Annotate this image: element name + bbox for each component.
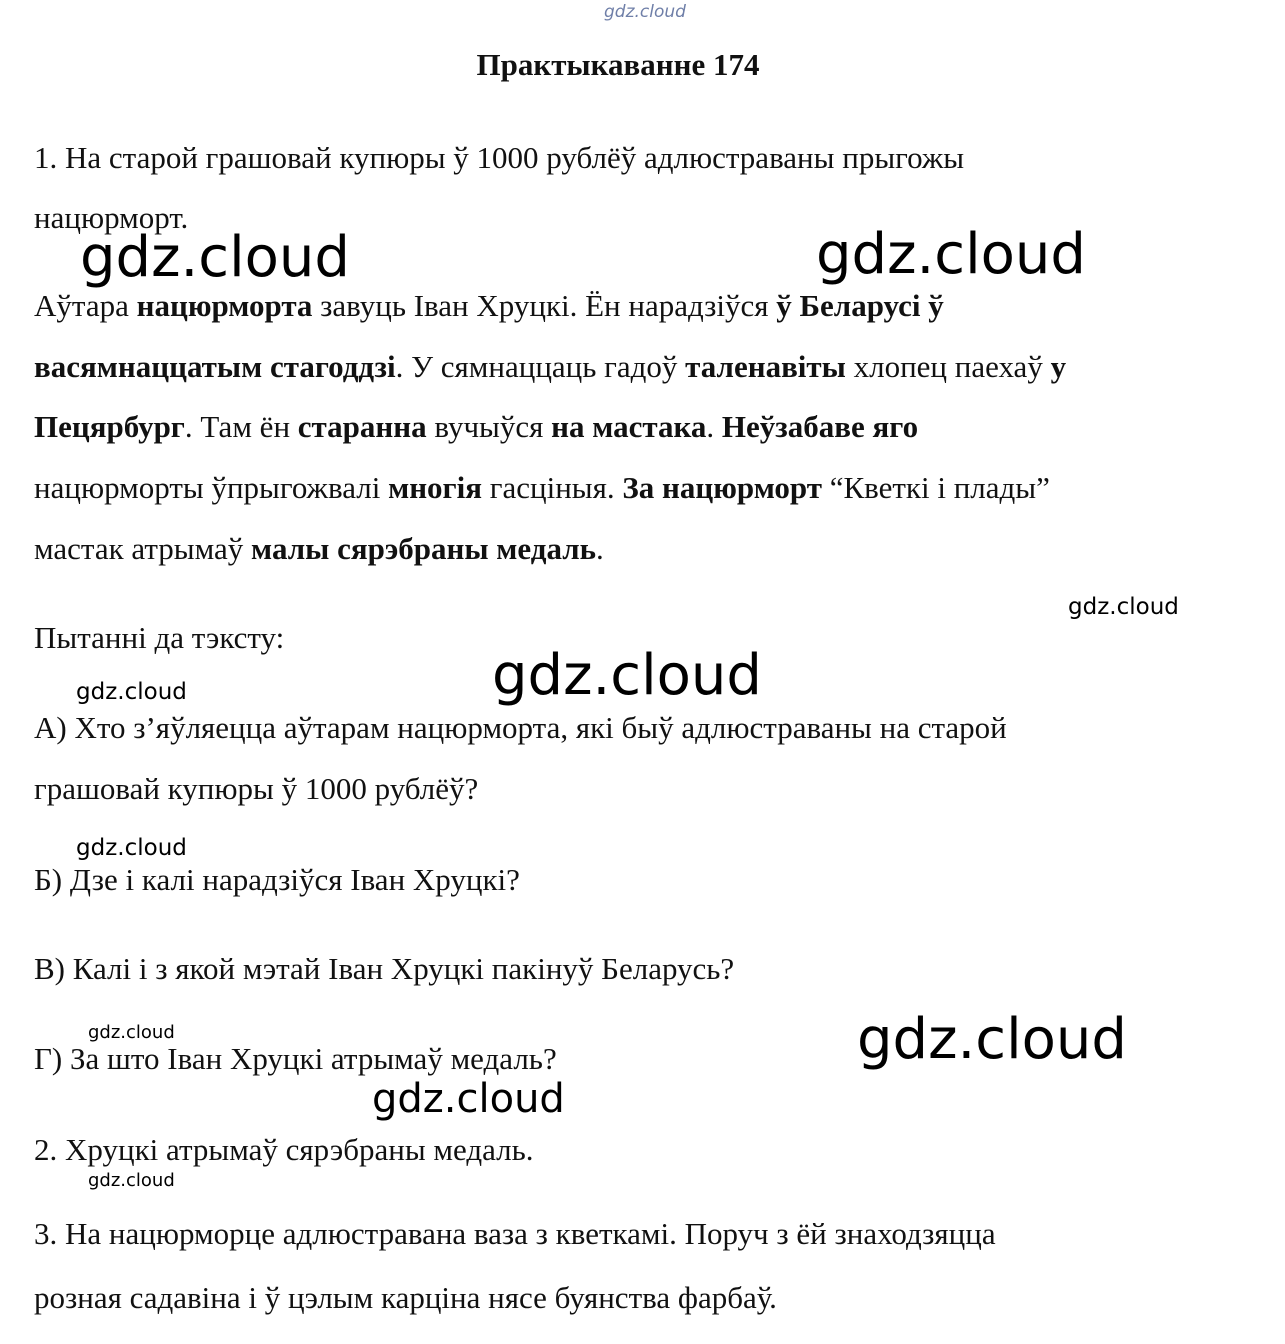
paragraph-line-5: мастак атрымаў малы сярэбраны медаль. (34, 531, 604, 566)
watermark: gdz.cloud (816, 222, 1086, 287)
watermark: gdz.cloud (372, 1076, 565, 1122)
section3-line2: розная садавіна і ў цэлым карціна нясе буянства фарбаў. (34, 1280, 777, 1315)
watermark: gdz.cloud (492, 643, 762, 708)
question-b: Б) Дзе і калі нарадзіўся Іван Хруцкі? (34, 862, 520, 897)
section1-line2: нацюрморт. (34, 200, 189, 235)
watermark: gdz.cloud (88, 1022, 175, 1043)
paragraph-line-2: васямнаццатым стагоддзі. У сямнаццаць гадоў таленавіты хлопец паехаў у (34, 349, 1067, 384)
watermark: gdz.cloud (76, 679, 187, 705)
questions-heading: Пытанні да тэксту: (34, 620, 285, 655)
paragraph-line-4: нацюрморты ўпрыгожвалі многія гасціныя. За нацюрморт “Кветкі і плады” (34, 470, 1050, 505)
question-v: В) Калі і з якой мэтай Іван Хруцкі пакінуў Беларусь? (34, 951, 735, 986)
watermark: gdz.cloud (76, 835, 187, 861)
paragraph-line-3: Пецярбург. Там ён старанна вучыўся на мастака. Неўзабаве яго (34, 409, 919, 444)
watermark: gdz.cloud (857, 1007, 1127, 1072)
section2-line1: 2. Хруцкі атрымаў сярэбраны медаль. (34, 1132, 534, 1167)
watermark-top: gdz.cloud (604, 2, 686, 22)
section3-line1: 3. На нацюрморце адлюстравана ваза з кветкамі. Поруч з ёй знаходзяцца (34, 1216, 996, 1251)
question-g: Г) За што Іван Хруцкі атрымаў медаль? (34, 1041, 557, 1076)
paragraph-line-1: Аўтара нацюрморта завуць Іван Хруцкі. Ён нарадзіўся ў Беларусі ў (34, 288, 944, 323)
watermark: gdz.cloud (80, 225, 350, 290)
section1-line1: 1. На старой грашовай купюры ў 1000 рублёў адлюстраваны прыгожы (34, 140, 965, 175)
page-title: Практыкаванне 174 (476, 47, 760, 82)
watermark: gdz.cloud (88, 1170, 175, 1191)
question-a-line1: А) Хто з’яўляецца аўтарам нацюрморта, які быў адлюстраваны на старой (34, 710, 1007, 745)
question-a-line2: грашовай купюры ў 1000 рублёў? (34, 771, 479, 806)
watermark: gdz.cloud (1068, 594, 1179, 620)
